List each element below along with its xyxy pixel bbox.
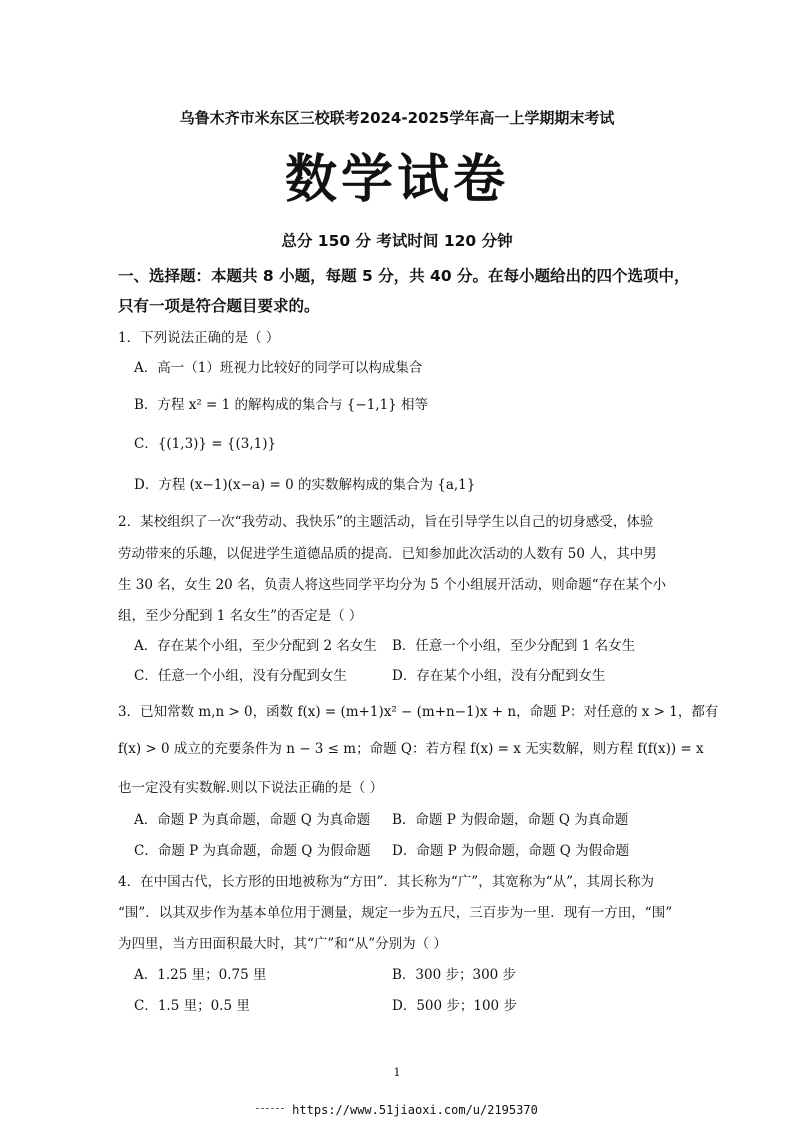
question-2-stem-line-2: 劳动带来的乐趣，以促进学生道德品质的提高．已知参加此次活动的人数有 50 人，其中男 xyxy=(118,546,657,562)
question-2-stem-line-4: 组，至少分配到 1 名女生”的否定是（ ） xyxy=(118,608,363,624)
question-2-stem-line-3: 生 30 名，女生 20 名，负责人将这些同学平均分为 5 个小组展开活动，则命题“存在某个小 xyxy=(118,577,667,593)
score-line: 总分 150 分 考试时间 120 分钟 xyxy=(281,232,513,250)
question-4-stem-line-2: “围”．以其双步作为基本单位用于测量，规定一步为五尺，三百步为一里．现有一方田，“围” xyxy=(118,905,673,921)
question-2-option-c: C．任意一个小组，没有分配到女生 xyxy=(134,668,347,684)
question-1-option-d: D．方程 (x−1)(x−a) = 0 的实数解构成的集合为 {a,1} xyxy=(134,477,476,493)
section-heading-line-2: 只有一项是符合题目要求的。 xyxy=(118,297,320,315)
question-1-option-c: C．{(1,3)} = {(3,1)} xyxy=(134,436,277,452)
question-3-stem-line-1: 3．已知常数 m,n > 0，函数 f(x) = (m+1)x² − (m+n−1)x + n，命题 P：对任意的 x > 1，都有 xyxy=(118,704,719,720)
question-3-stem-line-3: 也一定没有实数解.则以下说法正确的是（ ） xyxy=(118,780,384,796)
question-3-stem-line-2: f(x) > 0 成立的充要条件为 n − 3 ≤ m；命题 Q：若方程 f(x) = x 无实数解，则方程 f(f(x)) = x xyxy=(118,741,704,757)
footer-url-link[interactable]: https://www.51jiaoxi.com/u/2195370 xyxy=(292,1103,538,1117)
question-2-stem-line-1: 2．某校组织了一次“我劳动、我快乐”的主题活动，旨在引导学生以自己的切身感受，体验 xyxy=(118,514,654,530)
question-1-stem: 1．下列说法正确的是（ ） xyxy=(118,330,280,346)
question-3-option-c: C．命题 P 为真命题，命题 Q 为假命题 xyxy=(134,843,371,859)
question-4-stem-line-3: 为四里，当方田面积最大时，其“广”和“从”分别为（ ） xyxy=(118,936,447,952)
question-4-stem-line-1: 4．在中国古代，长方形的田地被称为“方田”．其长称为“广”，其宽称为“从”，其周长称为 xyxy=(118,874,654,890)
section-heading-line-1: 一、选择题：本题共 8 小题，每题 5 分，共 40 分。在每小题给出的四个选项中， xyxy=(118,267,690,285)
question-2-option-a: A．存在某个小组，至少分配到 2 名女生 xyxy=(134,638,377,654)
question-4-option-b: B．300 步；300 步 xyxy=(392,967,517,983)
question-2-option-d: D．存在某个小组，没有分配到女生 xyxy=(392,668,606,684)
question-4-option-a: A．1.25 里；0.75 里 xyxy=(134,967,267,983)
question-1-option-b: B．方程 x² = 1 的解构成的集合与 {−1,1} 相等 xyxy=(134,397,429,413)
question-3-option-b: B．命题 P 为假命题，命题 Q 为真命题 xyxy=(392,812,629,828)
question-3-option-a: A．命题 P 为真命题，命题 Q 为真命题 xyxy=(134,812,371,828)
question-2-option-b: B．任意一个小组，至少分配到 1 名女生 xyxy=(392,638,636,654)
footer-url-line xyxy=(0,1103,794,1117)
question-4-option-d: D．500 步；100 步 xyxy=(392,998,517,1014)
footer-marker-icon xyxy=(256,1108,284,1113)
exam-header: 乌鲁木齐市米东区三校联考2024-2025学年高一上学期期末考试 xyxy=(179,109,615,127)
paper-title: 数学试卷 xyxy=(284,150,509,210)
question-3-option-d: D．命题 P 为假命题，命题 Q 为假命题 xyxy=(392,843,630,859)
question-4-option-c: C．1.5 里；0.5 里 xyxy=(134,998,250,1014)
page-number: 1 xyxy=(393,1066,401,1079)
question-1-option-a: A．高一（1）班视力比较好的同学可以构成集合 xyxy=(134,360,423,376)
